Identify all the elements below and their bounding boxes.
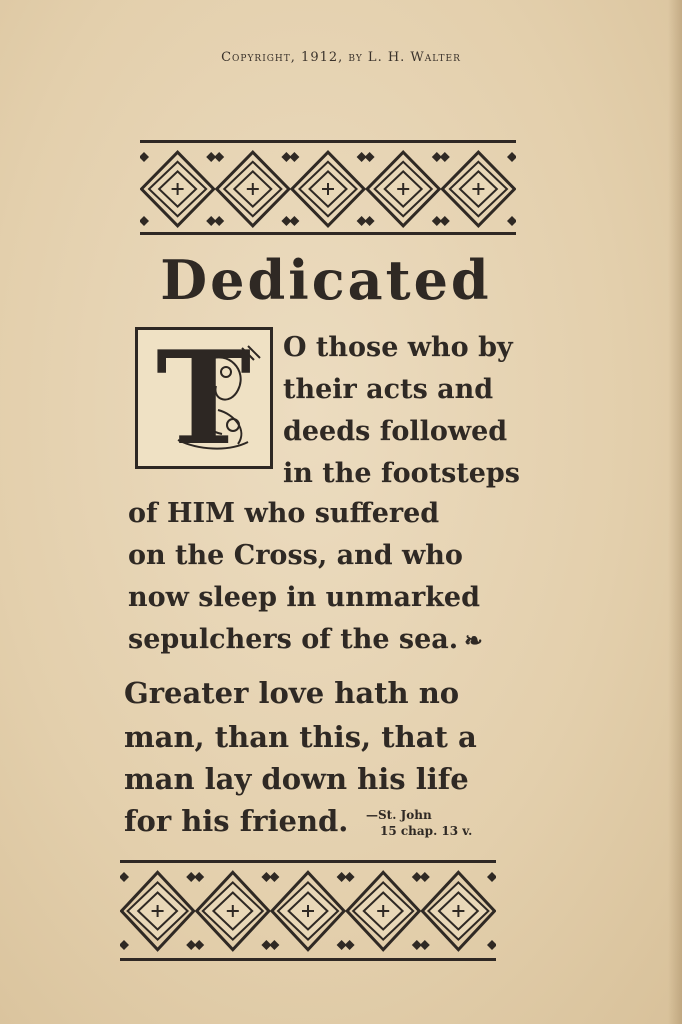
diamond-motif <box>365 152 442 226</box>
citation-verse: 15 chap. 13 v. <box>380 824 473 838</box>
diamond-motif <box>289 152 366 226</box>
dedication-line-6: on the Cross, and who <box>128 540 463 571</box>
border-rule-top <box>120 860 496 863</box>
citation-book: —St. John <box>366 808 432 822</box>
dedication-line-5: of HIM who suffered <box>128 498 440 529</box>
dedication-line-7: now sleep in unmarked <box>128 582 480 613</box>
diamond-motif <box>420 872 496 950</box>
quote-line-3: man lay down his life <box>124 762 469 796</box>
quote-line-4: for his friend. <box>124 804 349 838</box>
diamond-motif <box>345 872 422 950</box>
fleuron-icon: ❧ <box>464 628 483 654</box>
illuminated-drop-cap <box>135 324 273 474</box>
dedication-line-3: deeds followed <box>283 416 508 447</box>
quote-line-1: Greater love hath no <box>124 676 460 710</box>
top-ornamental-border <box>140 140 516 240</box>
dedication-line-2: their acts and <box>283 374 494 405</box>
dedication-line-8 <box>128 624 514 655</box>
dedication-line-4: in the footsteps <box>283 458 521 489</box>
scripture-citation <box>362 807 502 839</box>
diamond-motif <box>214 152 291 226</box>
border-rule-bottom <box>120 958 496 961</box>
dedication-line-1: O those who by <box>283 332 513 363</box>
dedication-line-8-text: sepulchers of the sea. <box>128 624 459 655</box>
copyright-line: Copyright, 1912, by L. H. Walter <box>221 50 461 65</box>
bottom-ornamental-border <box>120 860 496 964</box>
border-rule-top <box>140 140 516 143</box>
page-edge-shadow <box>668 0 682 1024</box>
quote-line-2: man, than this, that a <box>124 720 477 754</box>
page-title: Dedicated <box>160 248 492 312</box>
diamond-pattern-top <box>140 149 516 229</box>
diamond-motif <box>140 152 216 226</box>
diamond-pattern-bottom <box>120 869 496 953</box>
diamond-motif <box>120 872 196 950</box>
diamond-motif <box>269 872 346 950</box>
drop-cap-letter: T <box>156 324 252 474</box>
diamond-motif <box>440 152 516 226</box>
border-rule-bottom <box>140 232 516 235</box>
diamond-motif <box>194 872 271 950</box>
